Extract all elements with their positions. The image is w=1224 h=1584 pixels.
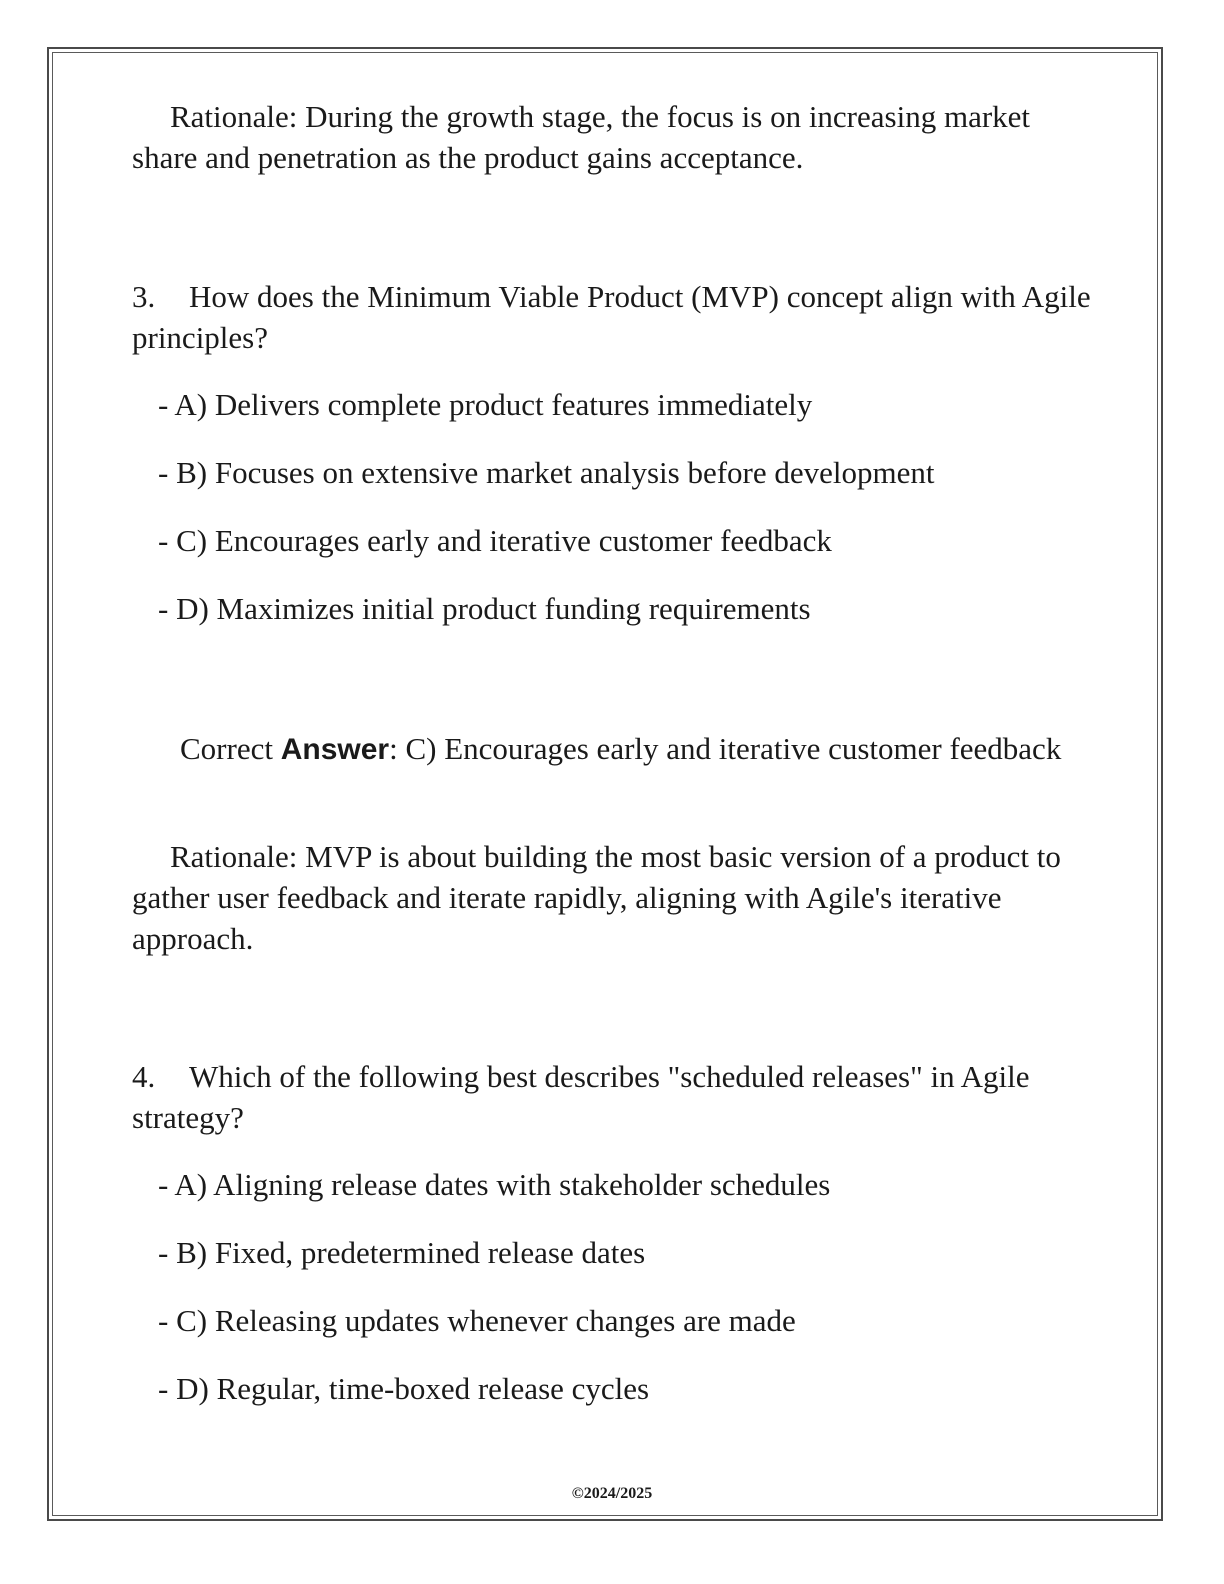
question-4 xyxy=(132,1056,1092,1138)
correct-answer-text: : C) Encourages early and iterative customer feedback xyxy=(389,731,1062,766)
question-3 xyxy=(132,276,1092,358)
question-4-number: 4. xyxy=(132,1059,156,1094)
question-4-option-d: - D) Regular, time-boxed release cycles xyxy=(158,1371,650,1406)
question-3-option-b: - B) Focuses on extensive market analysis before development xyxy=(158,455,935,490)
document-content xyxy=(132,96,1092,1406)
question-4-option-a: - A) Aligning release dates with stakeholder schedules xyxy=(158,1167,831,1202)
question-4-option-c: - C) Releasing updates whenever changes are made xyxy=(158,1303,796,1338)
correct-label: Correct xyxy=(180,731,273,766)
question-3-number: 3. xyxy=(132,279,156,314)
question-3-option-d: - D) Maximizes initial product funding requirements xyxy=(158,591,811,626)
question-3-option-a: - A) Delivers complete product features immediately xyxy=(158,387,813,422)
question-4-option-b: - B) Fixed, predetermined release dates xyxy=(158,1235,646,1270)
question-3-rationale: Rationale: MVP is about building the most basic version of a product to gather user feedback and iterate rapidly, aligning with Agile's iterative approach. xyxy=(132,839,1061,956)
answer-label: Answer xyxy=(280,733,390,766)
question-3-text: How does the Minimum Viable Product (MVP) concept align with Agile principles? xyxy=(132,279,1091,355)
copyright-footer: ©2024/2025 xyxy=(571,1485,653,1502)
page-border-inner xyxy=(52,52,1158,1516)
question-3-correct-answer xyxy=(132,728,1092,770)
question-3-option-c: - C) Encourages early and iterative customer feedback xyxy=(158,523,832,558)
question-4-text: Which of the following best describes "scheduled releases" in Agile strategy? xyxy=(132,1059,1030,1135)
rationale-previous-question: Rationale: During the growth stage, the focus is on increasing market share and penetration as the product gains acceptance. xyxy=(132,99,1031,175)
